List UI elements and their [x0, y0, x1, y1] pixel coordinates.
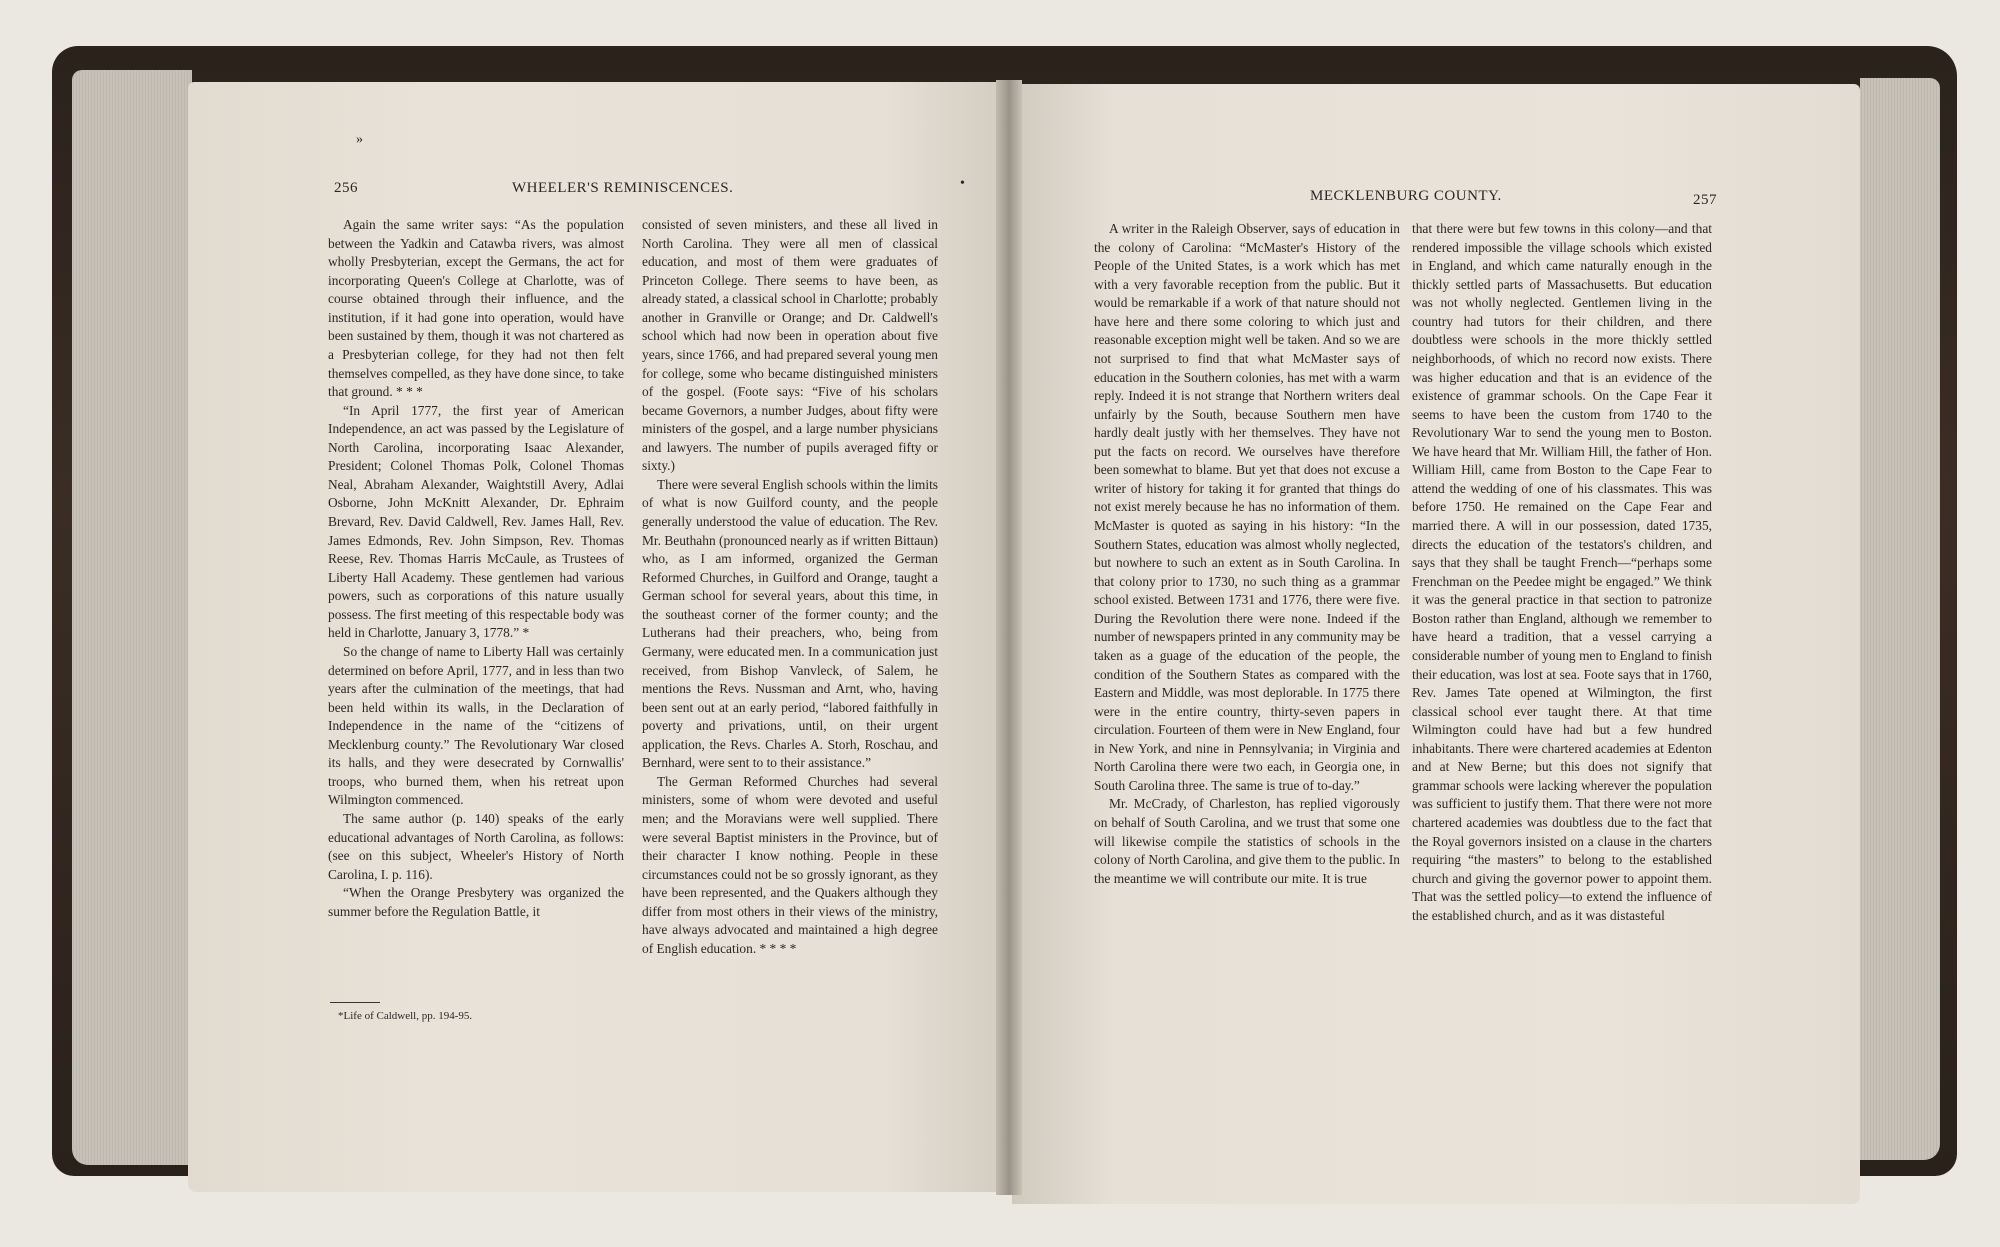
footnote: *Life of Caldwell, pp. 194-95.: [338, 1010, 473, 1022]
right-page-column-2: [1412, 220, 1712, 925]
stray-ink-mark: »: [356, 132, 363, 147]
paragraph: There were several English schools within the limits of what is now Guilford county, and the people generally understood the value of education. The Rev. Mr. Beuthahn (pronounced nearly as if written Bittaun) who, as I am informed, organized the German Reformed Churches, in Guilford and Orange, taught a German school for several years, about this time, in the southeast corner of the former county; and the Lutherans had their preachers, who, being from Germany, were educated men. In a communication just received, from Bishop Vanvleck, of Salem, he mentions the Revs. Nussman and Arnt, who, having been sent out at an early period, “labored faithfully in poverty and privations, until, on their urgent application, the Revs. Charles A. Storh, Roschau, and Bernhard, were sent to to their assistance.”: [642, 476, 939, 771]
paragraph: The German Reformed Churches had several ministers, some of whom were devoted and useful men; and the Moravians were well supplied. There were several Baptist ministers in the Province, but of their character I know nothing. People in these circumstances could not be so grossly ignorant, as they have been represented, and the Quakers although they differ from most others in their views of the ministry, have always advocated and maintained a high degree of English education. * * * *: [642, 773, 938, 956]
paragraph: Mr. McCrady, of Charleston, has replied vigorously on behalf of South Carolina, and we trust that some one will likewise compile the statistics of schools in the colony of North Carolina, and give them to the public. In the meantime we will contribute our mite. It is true: [1094, 796, 1400, 886]
right-running-head: MECKLENBURG COUNTY.: [1310, 188, 1502, 204]
right-page-edges: [1860, 78, 1940, 1160]
footnote-rule: [330, 1002, 380, 1003]
paragraph: consisted of seven ministers, and these all lived in North Carolina. They were all men of classical education, and most of them were graduates of Princeton College. There seems to have been, as already stated, a classical school in Charlotte; probably another in Granville or Orange; and Dr. Caldwell's school which had now been in operation about five years, since 1766, and had prepared several young men for college, some who became distinguished ministers of the gospel. (Foote says: “Five of his scholars became Governors, a number Judges, about fifty were ministers of the gospel, and a large number physicians and lawyers. The number of pupils averaged fifty or sixty.): [642, 217, 938, 474]
paragraph: The same author (p. 140) speaks of the early educational advantages of North Carolina, as follows: (see on this subject, Wheeler's History of North Carolina, I. p. 116).: [328, 811, 624, 882]
book-gutter: [996, 80, 1022, 1195]
paragraph: that there were but few towns in this colony—and that rendered impossible the village schools which existed in England, and which came naturally enough in the thickly settled parts of Massachusetts. But education was not wholly neglected. Gentlemen living in the country had tutors for their children, and there doubtless were schools in the more thickly settled neighborhoods, of which no record now exists. There was higher education and that is an evidence of the existence of grammar schools. On the Cape Fear it seems to have been the custom from 1740 to the Revolutionary War to send the young men to Boston. We have heard that Mr. William Hill, the father of Hon. William Hill, came from Boston to the Cape Fear to attend the wedding of one of his classmates. This was before 1750. He remained on the Cape Fear and married there. A will in our possession, dated 1735, directs the education of the testators's children, and says that they shall be taught French—“perhaps some Frenchman on the Peedee might be engaged.” We think it was the general practice in that section to patronize Boston rather than England, although we remember to have heard a tradition, that a vessel carrying a considerable number of young men to England to finish their education, was lost at sea. Foote says that in 1760, Rev. James Tate opened at Wilmington, the first classical school ever taught there. At that time Wilmington could have had but a few hundred inhabitants. There were chartered academies at Edenton and at New Berne; but this does not signify that grammar schools were lacking wherever the population was sufficient to justify them. That there were not more chartered academies was doubtless due to the fact that the Royal governors insisted on a clause in the charters requiring “the masters” to belong to the established church and giving the governor power to appoint them. That was the settled policy—to extend the influence of the established church, and as it was distasteful: [1412, 221, 1712, 923]
left-page-number: 256: [334, 180, 358, 196]
paragraph: Again the same writer says: “As the population between the Yadkin and Catawba rivers, was almost wholly Presbyterian, except the Germans, the act for incorporating Queen's College at Charlotte, was of course obtained through their influence, and the institution, if it had gone into operation, would have been sustained by them, though it was not chartered as a Presbyterian college, for they had not then felt themselves compelled, as they have done since, to take that ground. * * *: [328, 217, 624, 400]
right-page-column-1: [1094, 220, 1400, 888]
paragraph: “In April 1777, the first year of American Independence, an act was passed by the Legislature of North Carolina, incorporating Isaac Alexander, President; Colonel Thomas Polk, Colonel Thomas Neal, Abraham Alexander, Waightstill Avery, Adlai Osborne, John McKnitt Alexander, Dr. Ephraim Brevard, Rev. David Caldwell, Rev. James Hall, Rev. James Edmonds, Rev. John Simpson, Rev. Thomas Reese, Rev. Thomas Harris McCaule, as Trustees of Liberty Hall Academy. These gentlemen had various powers, such as corporations of this nature usually possess. The first meeting of this respectable body was held in Charlotte, January 3, 1778.” *: [328, 402, 624, 641]
left-running-head: WHEELER'S REMINISCENCES.: [512, 180, 734, 196]
left-page-edges: [72, 70, 192, 1165]
paragraph: A writer in the Raleigh Observer, says of education in the colony of Carolina: “McMaster's History of the People of the United States, is a work which has met with a very favorable reception from the public. But it would be remarkable if a work of that nature should not have here and there some coloring to which just and reasonable exception might well be taken. And so we are not surprised to find that what McMaster says of education in the Southern colonies, has met with a warm reply. Indeed it is not strange that Northern writers deal unfairly by the South, because Southern men have hardly dealt justly with her themselves. They have not put the facts on record. We ourselves have therefore been somewhat to blame. But yet that does not excuse a writer of history for taking it for granted that things do not exist merely because he has no information of them. McMaster is quoted as saying in his history: “In the Southern States, education was almost wholly neglected, but nowhere to such an extent as in South Carolina. In that colony prior to 1730, no such thing as a grammar school existed. Between 1731 and 1776, there were five. During the Revolution there were none. Indeed if the number of newspapers printed in any community may be taken as a guage of the education of the people, the condition of the Southern States as compared with the Eastern and Middle, was most deplorable. In 1775 there were in the entire country, thirty-seven papers in circulation. Fourteen of them were in New England, four in New York, and nine in Pennsylvania; in Virginia and North Carolina there were two each, in Georgia one, in South Carolina three. The same is true of to-day.”: [1094, 221, 1400, 793]
left-page-column-1: [328, 216, 624, 921]
paragraph: So the change of name to Liberty Hall was certainly determined on before April, 1777, and in less than two years after the culmination of the meetings, that had been held within its walls, in the Declaration of Independence in the name of the “citizens of Mecklenburg county.” The Revolutionary War closed its halls, and they were desecrated by Cornwallis' troops, who burned them, when his retreat upon Wilmington commenced.: [328, 643, 624, 808]
stray-ink-mark: •: [960, 176, 965, 191]
right-page-number: 257: [1693, 192, 1717, 208]
paragraph: “When the Orange Presbytery was organized the summer before the Regulation Battle, it: [328, 885, 624, 919]
left-page-column-2: [642, 216, 938, 959]
